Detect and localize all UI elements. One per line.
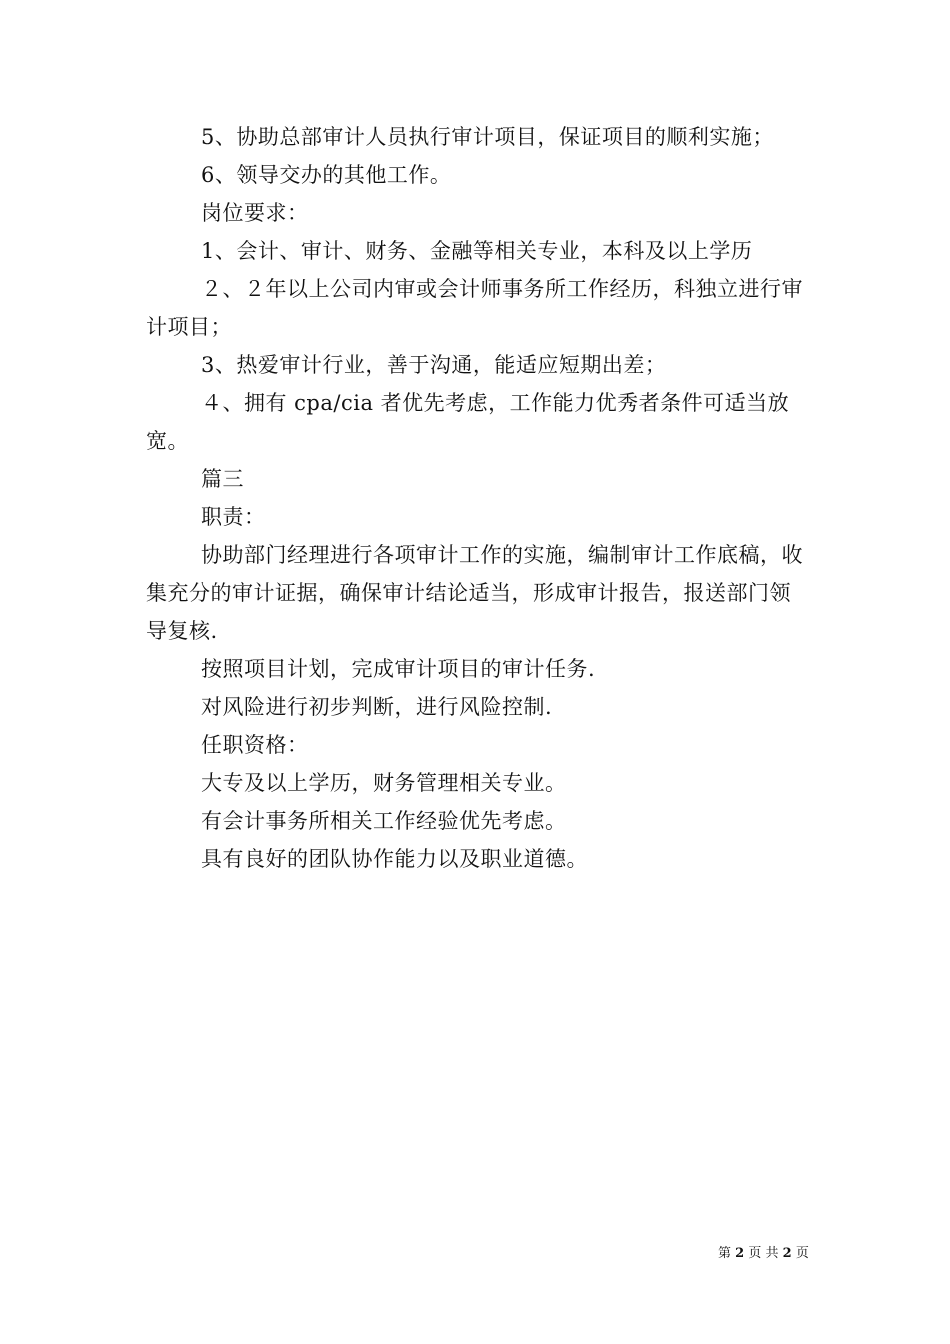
paragraph: 大专及以上学历，财务管理相关专业。 — [201, 771, 567, 795]
section-heading: 岗位要求： — [201, 201, 309, 225]
current-page-number: 2 — [735, 1246, 745, 1261]
total-pages-number: 2 — [782, 1246, 792, 1261]
paragraph: 1、会计、审计、财务、金融等相关专业，本科及以上学历 — [201, 239, 753, 263]
paragraph: 6、领导交办的其他工作。 — [201, 163, 452, 187]
footer-prefix: 第 — [718, 1246, 732, 1261]
paragraph: 有会计事务所相关工作经验优先考虑。 — [201, 809, 567, 833]
paragraph: 3、热爱审计行业，善于沟通，能适应短期出差； — [201, 353, 667, 377]
section-heading: 任职资格： — [201, 733, 309, 757]
paragraph: 具有良好的团队协作能力以及职业道德。 — [201, 847, 588, 871]
section-title: 篇三 — [201, 467, 244, 491]
paragraph: ４、拥有 cpa/cia 者优先考虑，工作能力优秀者条件可适当放宽。 — [146, 391, 790, 453]
paragraph: 对风险进行初步判断，进行风险控制. — [201, 695, 553, 719]
paragraph: 按照项目计划，完成审计项目的审计任务. — [201, 657, 596, 681]
page-number-footer — [718, 1246, 809, 1262]
section-heading: 职责： — [201, 505, 266, 529]
footer-middle: 页 共 — [748, 1246, 779, 1261]
paragraph: ２、２年以上公司内审或会计师事务所工作经历，科独立进行审计项目； — [146, 277, 803, 339]
document-body — [146, 118, 806, 878]
paragraph: 协助部门经理进行各项审计工作的实施，编制审计工作底稿，收集充分的审计证据，确保审计结论适当，形成审计报告，报送部门领导复核. — [146, 543, 803, 643]
footer-suffix: 页 — [795, 1246, 809, 1261]
paragraph: 5、协助总部审计人员执行审计项目，保证项目的顺利实施； — [201, 125, 774, 149]
